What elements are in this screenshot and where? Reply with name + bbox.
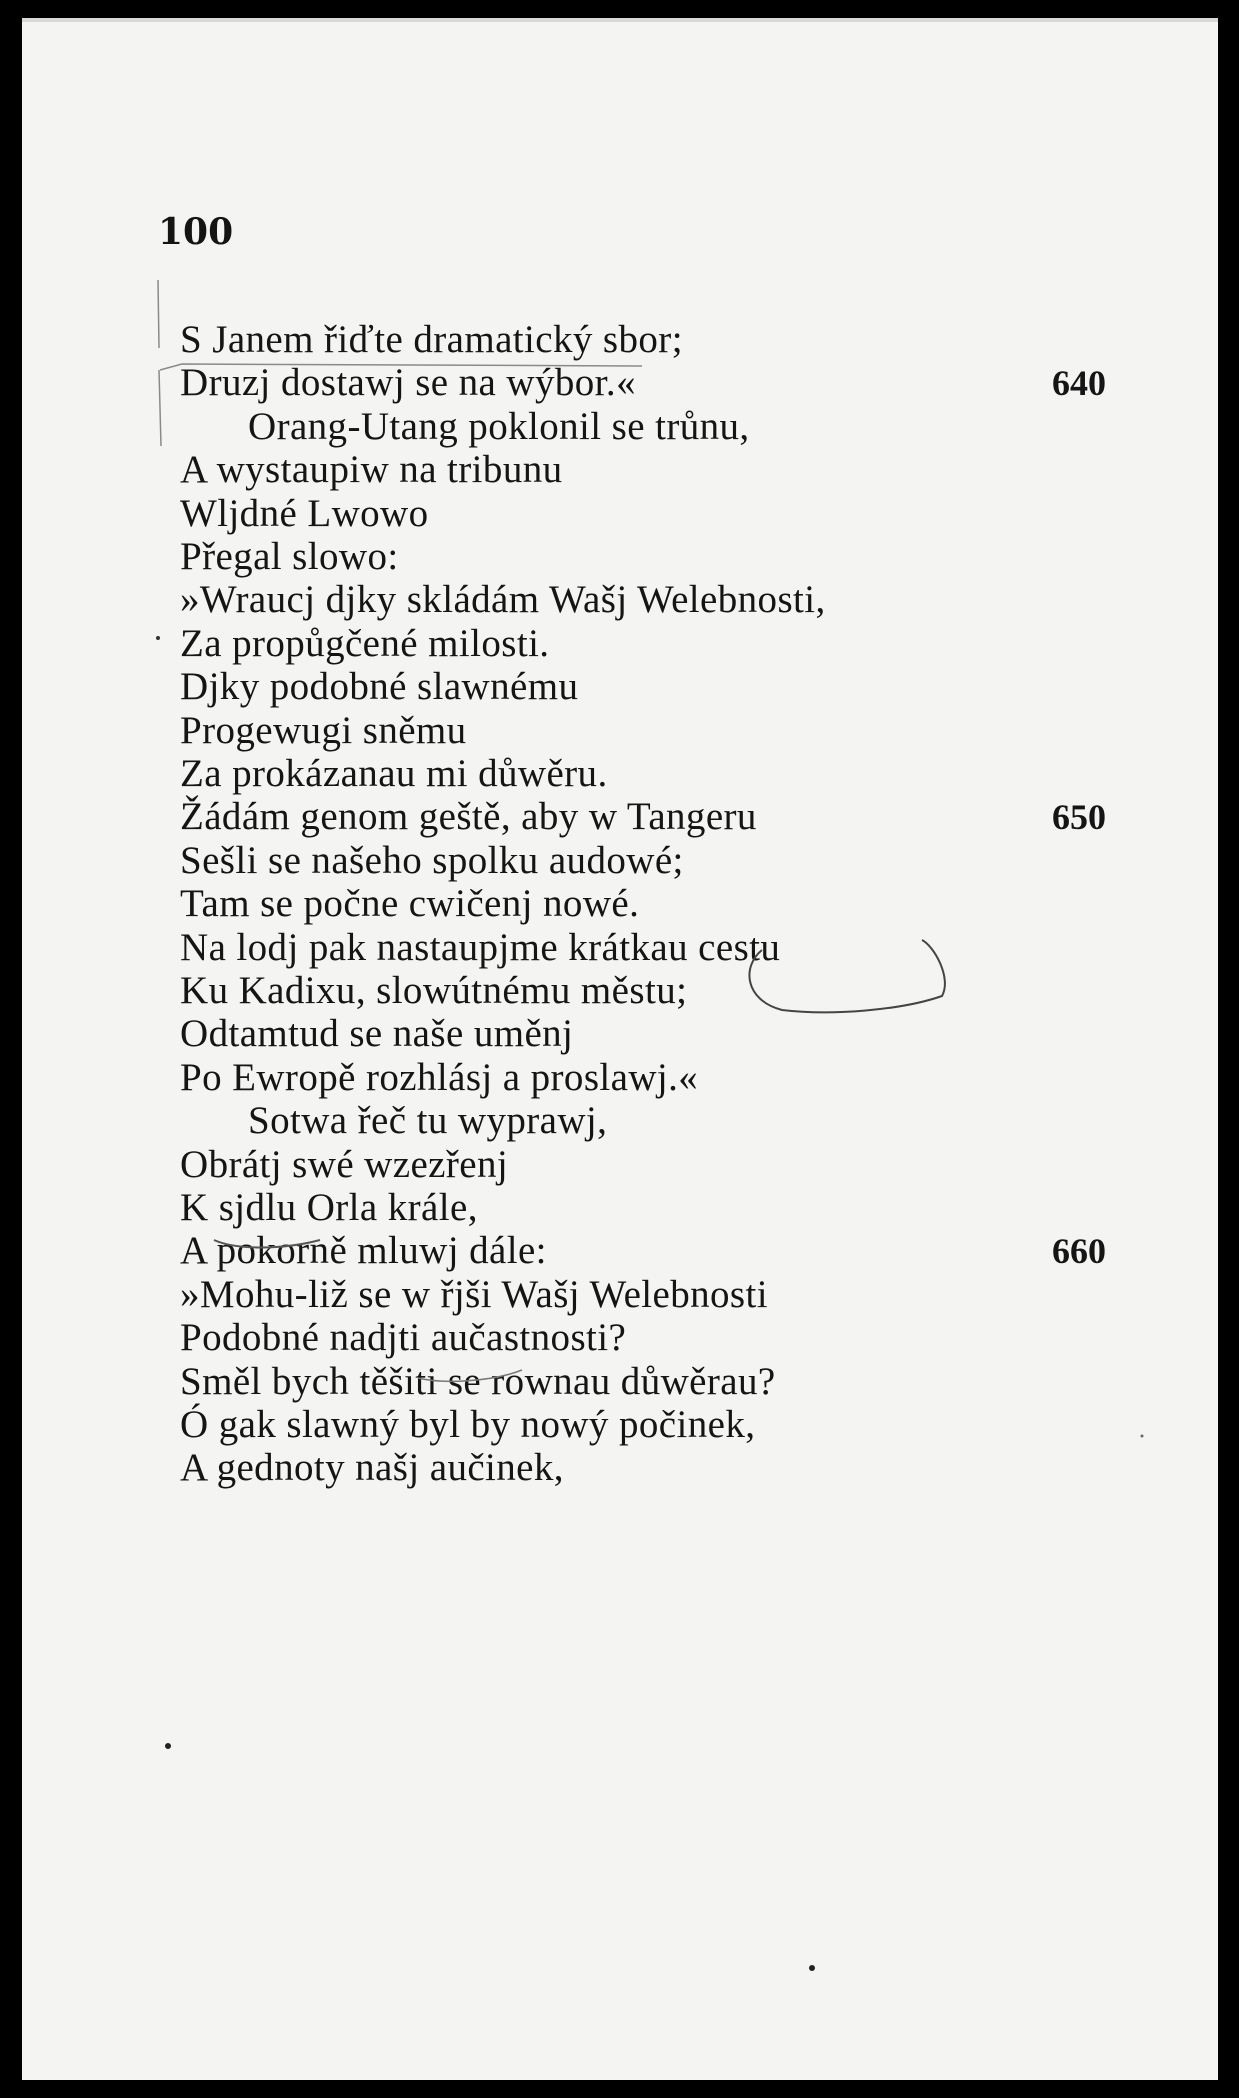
verse-line: »Mohu-liž se w řjši Wašj Welebnosti (180, 1272, 768, 1316)
verse-line: Na lodj pak nastaupjme krátkau cestu (180, 925, 781, 969)
verse-line: Po Ewropě rozhlásj a proslawj.« (180, 1055, 699, 1099)
line-number: 650 (1052, 797, 1106, 838)
verse-line: K sjdlu Orla krále, (180, 1186, 478, 1229)
verse-line: Za propůgčené milosti. (180, 621, 550, 665)
verse-line: Sotwa řeč tu wyprawj, (248, 1099, 608, 1143)
line-number: 660 (1052, 1231, 1106, 1272)
pencil-underline-mark (418, 1370, 522, 1381)
pencil-underline-mark (214, 1240, 320, 1248)
verse-line: Wljdné Lwowo (180, 491, 429, 535)
verse-line: Ku Kadixu, slowútnému městu; (180, 969, 688, 1012)
verse-line: Djky podobné slawnému (180, 665, 579, 709)
verse-line: Tam se počne cwičenj nowé. (180, 882, 640, 926)
verse-line: Orang-Utang poklonil se trůnu, (248, 404, 750, 448)
verse-line: Ó gak slawný byl by nowý počinek, (180, 1403, 756, 1446)
page-number: 100 (158, 211, 234, 253)
verse-line: Odtamtud se naše uměnj (180, 1012, 574, 1056)
verse-line: Žádám genom geště, aby w Tangeru (180, 795, 757, 839)
verse-line: A gednoty našj aučinek, (180, 1446, 564, 1490)
verse-line: Směl bych těšiti se rownau důwěrau? (180, 1359, 776, 1403)
line-number: 640 (1052, 363, 1106, 404)
verse-line: Přegal slowo: (180, 535, 399, 578)
verse-line: Obrátj swé wzezřenj (180, 1142, 509, 1186)
book-page (22, 18, 1218, 2080)
pencil-marks (22, 18, 1218, 2080)
verse-line: A wystaupiw na tribunu (180, 448, 563, 492)
verse-line: Podobné nadjti aučastnosti? (180, 1316, 627, 1360)
verse-line: Druzj dostawj se na wýbor.« (180, 361, 636, 405)
pencil-circle-mark (749, 940, 944, 1012)
verse-line: Sešli se našeho spolku audowé; (180, 838, 684, 882)
ink-speck (156, 636, 160, 640)
verse-line: S Janem řiďte dramatický sbor; (180, 318, 683, 361)
ink-speck (165, 1743, 171, 1749)
verse-line: Progewugi sněmu (180, 708, 467, 752)
ink-speck (1141, 1435, 1144, 1438)
verse-line: A pokorně mluwj dále: (180, 1229, 547, 1273)
ink-speck (809, 1965, 815, 1971)
verse-line: »Wraucj djky skládám Wašj Welebnosti, (180, 578, 826, 622)
pencil-bracket-mark (158, 280, 642, 446)
verse-line: Za prokázanau mi důwěru. (180, 752, 608, 795)
